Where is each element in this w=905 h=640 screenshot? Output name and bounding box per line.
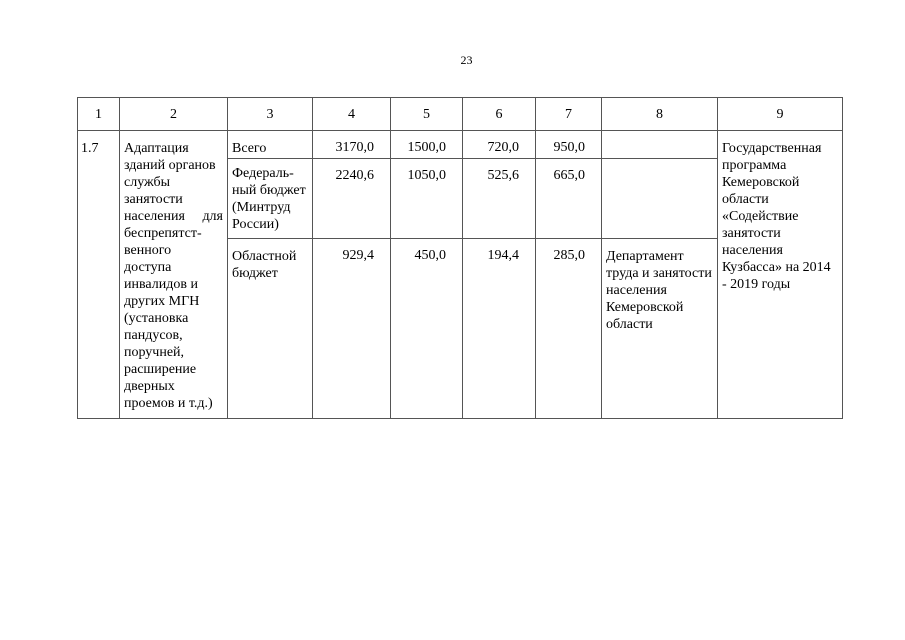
row-number: 1.7 [78,131,120,419]
state-program-cell: Государственная программа Кемеровской области «Содействие занятости населения Кузбасса» на 2014 - 2019 годы [718,131,843,419]
header-cell: 4 [313,98,391,131]
header-cell: 1 [78,98,120,131]
header-cell: 5 [391,98,463,131]
header-cell: 2 [120,98,228,131]
description-line: инвалидов и [124,277,198,292]
description-line: венного [124,243,172,258]
value-cell: 1050,0 [391,159,463,239]
description-line: проемов и т.д.) [124,396,213,411]
value-cell: 929,4 [313,239,391,419]
program-table [77,97,843,419]
value-cell: 1500,0 [391,131,463,159]
value-cell: 2240,6 [313,159,391,239]
executor-cell: Департамент труда и занятости населения Кемеровской области [602,239,718,419]
header-cell: 3 [228,98,313,131]
description-line: зданий органов [124,158,216,173]
funding-source-label: Областной бюджет [228,239,313,419]
executor-cell [602,131,718,159]
description-word: населения [124,209,185,224]
description-line [124,208,223,225]
description-line: Адаптация [124,141,189,156]
executor-cell [602,159,718,239]
header-row [78,98,843,131]
funding-source-label: Федераль-ный бюджет (Минтруд России) [228,159,313,239]
page-number: 23 [460,53,473,67]
header-cell: 9 [718,98,843,131]
value-cell: 525,6 [463,159,536,239]
description-line: поручней, [124,345,185,360]
value-cell: 665,0 [536,159,602,239]
value-cell: 3170,0 [313,131,391,159]
description-line: беспрепятст- [124,226,202,241]
funding-source-label: Всего [228,131,313,159]
description-line: (установка [124,311,189,326]
value-cell: 950,0 [536,131,602,159]
value-cell: 285,0 [536,239,602,419]
description-line: занятости [124,192,183,207]
description-line: службы [124,175,171,190]
description-word: для [202,209,223,224]
value-cell: 450,0 [391,239,463,419]
description-line: других МГН [124,294,200,309]
header-cell: 7 [536,98,602,131]
value-cell: 194,4 [463,239,536,419]
measure-description [120,131,228,419]
header-cell: 6 [463,98,536,131]
value-cell: 720,0 [463,131,536,159]
header-cell: 8 [602,98,718,131]
table-row [78,131,843,159]
description-line: доступа [124,260,172,275]
description-line: расширение [124,362,197,377]
description-line: пандусов, [124,328,183,343]
description-line: дверных [124,379,175,394]
